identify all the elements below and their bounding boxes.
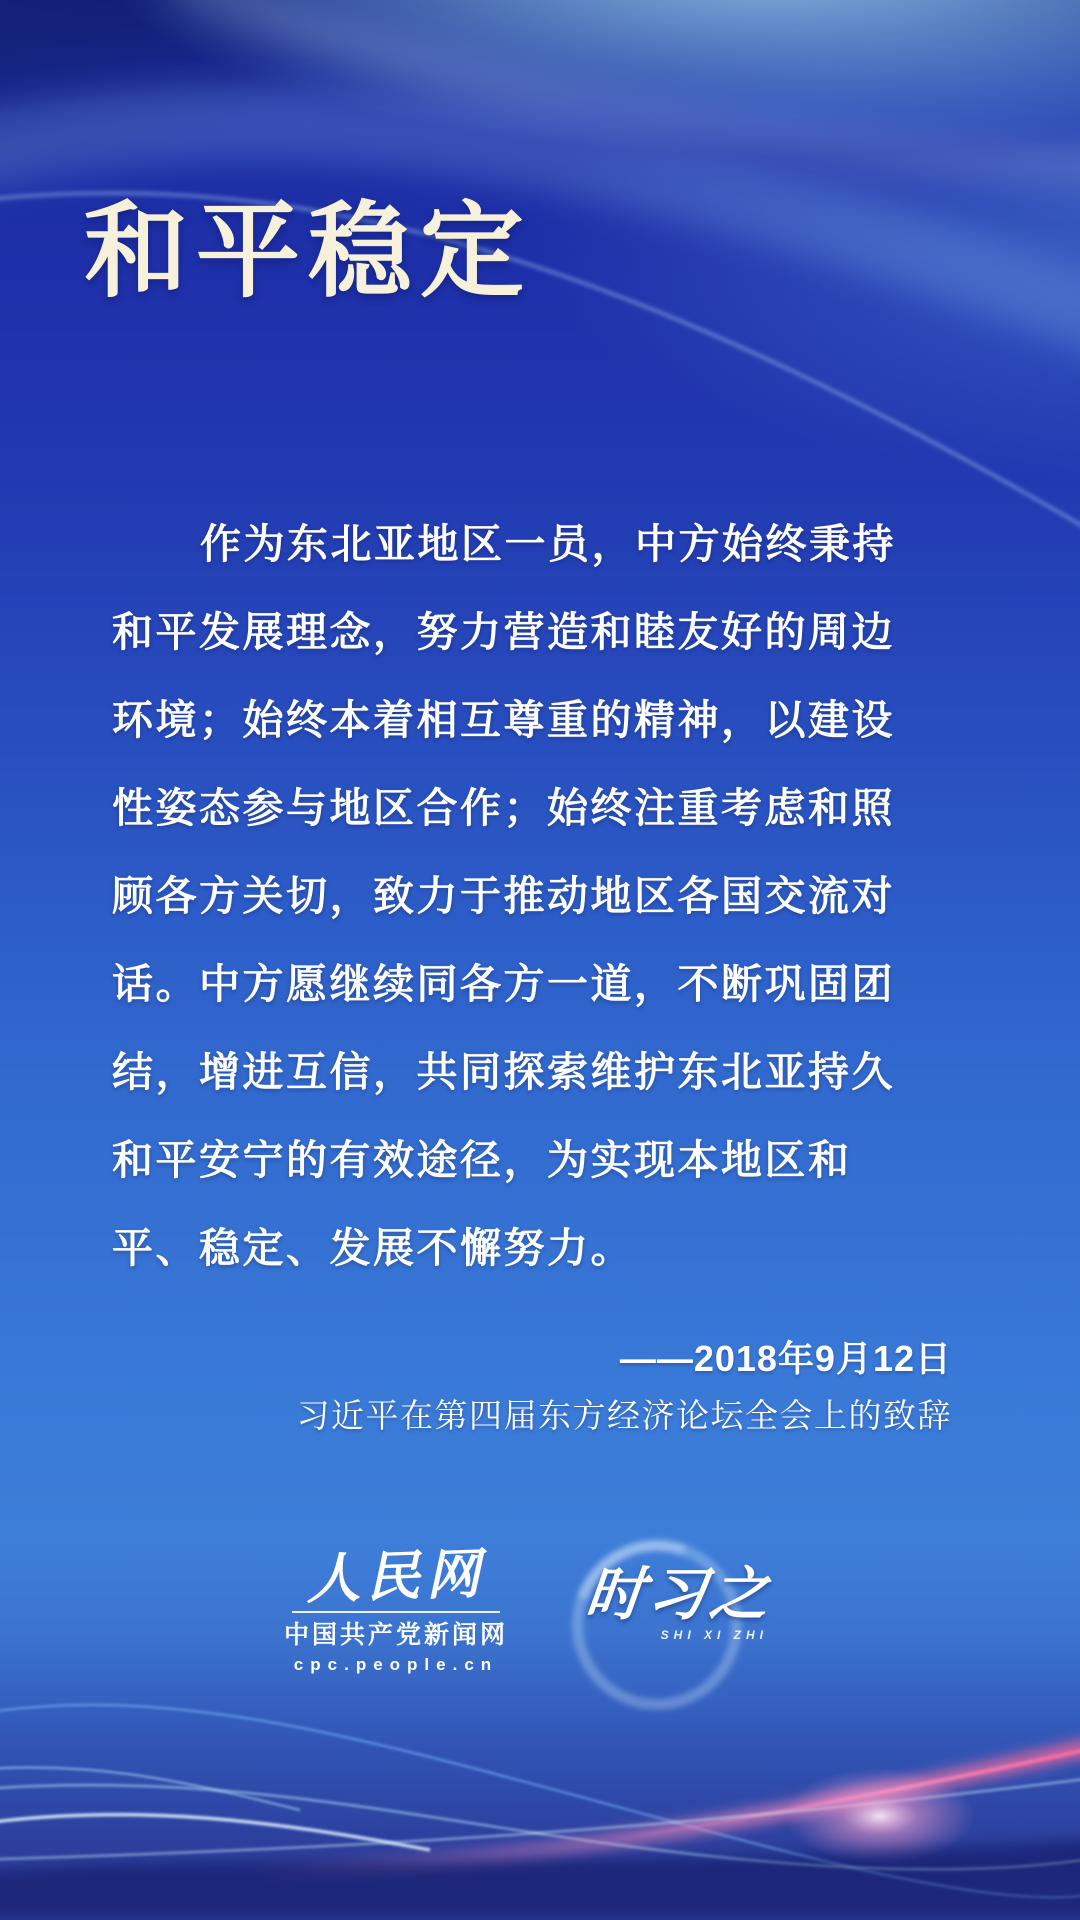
quote-line: 性姿态参与地区合作；始终注重考虑和照 — [112, 785, 895, 831]
quote-line: 作为东北亚地区一员，中方始终秉持 — [200, 521, 896, 567]
quote-line: 结，增进互信，共同探索维护东北亚持久 — [112, 1049, 895, 1095]
people-daily-logo — [283, 1543, 508, 1678]
page-title: 和平稳定 — [84, 195, 533, 310]
attribution-date: ——2018年9月12日 — [619, 1338, 952, 1379]
quote-line: 顾各方关切，致力于推动地区各国交流对 — [112, 873, 895, 919]
cpc-news-site-name: 中国共产党新闻网 — [283, 1621, 508, 1649]
logo-divider-line — [292, 1611, 500, 1613]
shixizhi-wordmark: 时习之 — [582, 1562, 776, 1627]
quote-text — [112, 500, 918, 1292]
footer-logos — [0, 1543, 1080, 1684]
shixizhi-latin-caption: SHI XI ZHI — [660, 1628, 768, 1642]
quote-line: 和平发展理念，努力营造和睦友好的周边 — [112, 609, 895, 655]
quote-line: 话。中方愿继续同各方一道，不断巩固团 — [112, 961, 895, 1007]
people-daily-script-wordmark: 人民网 — [304, 1543, 487, 1611]
shixizhi-logo — [582, 1562, 796, 1684]
quote-line: 环境；始终本着相互尊重的精神，以建设 — [112, 697, 895, 743]
quote-line: 平、稳定、发展不懈努力。 — [112, 1225, 634, 1271]
quote-line: 和平安宁的有效途径，为实现本地区和 — [112, 1137, 852, 1183]
cpc-site-url: cpc.people.cn — [293, 1655, 499, 1674]
attribution-source: 习近平在第四届东方经济论坛全会上的致辞 — [296, 1397, 952, 1434]
attribution — [297, 1338, 953, 1438]
